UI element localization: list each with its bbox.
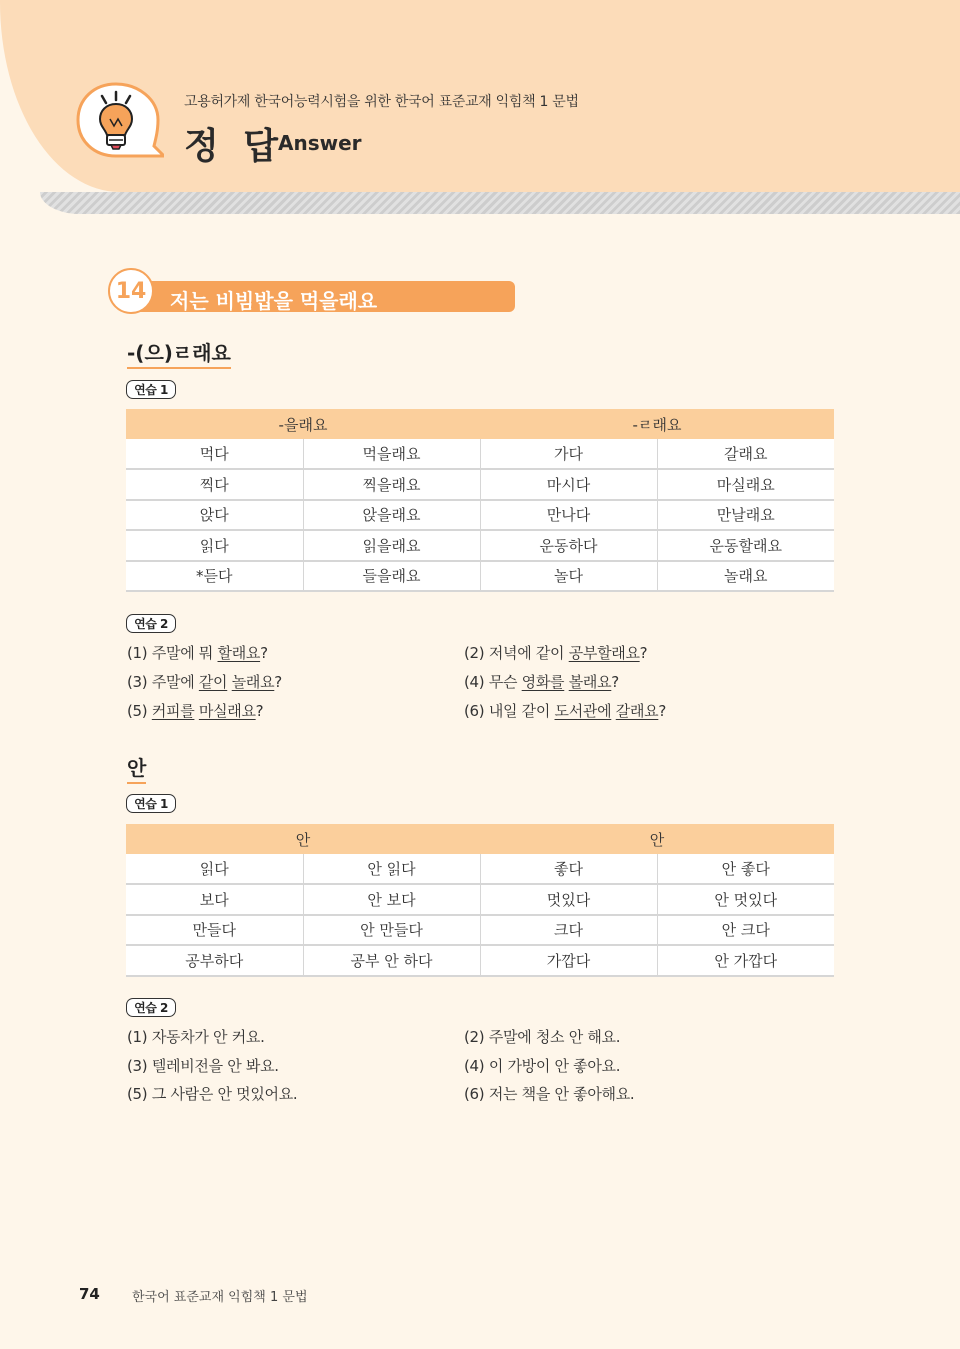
- practice-badge: 연습 1: [126, 794, 176, 813]
- answer-item: (4) 이 가방이 안 좋아요.: [464, 1057, 621, 1075]
- header-hatch-stripe: [40, 192, 960, 214]
- table-cell: 마시다: [480, 469, 657, 499]
- table-row: [126, 945, 834, 975]
- answer-item: (2) 주말에 청소 안 해요.: [464, 1028, 621, 1046]
- table-cell: 마실래요: [657, 469, 834, 499]
- table-cell: 멋있다: [480, 884, 657, 914]
- practice-badge: 연습 1: [126, 380, 176, 399]
- table-cell: 좋다: [480, 854, 657, 884]
- page-title: 정 답: [184, 126, 285, 167]
- table-cell: 만나다: [480, 500, 657, 530]
- table-cell: 만들다: [126, 915, 303, 945]
- answer-item: (3) 텔레비전을 안 봐요.: [127, 1057, 279, 1075]
- section-title-grammar-1: -(으)ㄹ래요: [127, 337, 231, 369]
- table-row: [126, 500, 834, 530]
- table-cell: 만날래요: [657, 500, 834, 530]
- table-row: [126, 530, 834, 560]
- table-cell: 안 멋있다: [657, 884, 834, 914]
- practice-badge: 연습 2: [126, 998, 176, 1017]
- answer-item: (1) 자동차가 안 커요.: [127, 1028, 265, 1046]
- table-cell: 공부하다: [126, 945, 303, 975]
- table-cell: 앉을래요: [303, 500, 480, 530]
- table-cell: 안 가깝다: [657, 945, 834, 975]
- answer-item: (2) 저녁에 같이 공부할래요?: [464, 644, 648, 662]
- answer-item: (5) 커피를 마실래요?: [127, 702, 264, 720]
- footer-book-title: 한국어 표준교재 익힘책 1 문법: [132, 1290, 308, 1305]
- table-cell: 운동하다: [480, 530, 657, 560]
- table-row: [126, 884, 834, 914]
- table-cell: 보다: [126, 884, 303, 914]
- answer-item: (6) 내일 같이 도서관에 갈래요?: [464, 702, 666, 720]
- table-header: -을래요: [126, 409, 480, 439]
- book-subtitle: 고용허가제 한국어능력시험을 위한 한국어 표준교재 익힘책 1 문법: [184, 94, 579, 110]
- page-title-english: Answer: [278, 131, 362, 155]
- table-cell: 안 만들다: [303, 915, 480, 945]
- table-cell: 운동할래요: [657, 530, 834, 560]
- page-header: [0, 0, 960, 215]
- lesson-title: 저는 비빔밥을 먹을래요: [170, 289, 378, 313]
- table-cell: *듣다: [126, 561, 303, 591]
- table-cell: 찍을래요: [303, 469, 480, 499]
- conjugation-table-1: [126, 409, 834, 592]
- table-header: 안: [126, 824, 480, 854]
- negation-table: [126, 824, 834, 977]
- table-row: [126, 915, 834, 945]
- table-cell: 갈래요: [657, 439, 834, 469]
- table-cell: 읽을래요: [303, 530, 480, 560]
- table-header: -ㄹ래요: [480, 409, 834, 439]
- table-cell: 공부 안 하다: [303, 945, 480, 975]
- table-row: [126, 854, 834, 884]
- table-cell: 들을래요: [303, 561, 480, 591]
- answer-item: (5) 그 사람은 안 멋있어요.: [127, 1085, 298, 1103]
- answer-item: (6) 저는 책을 안 좋아해요.: [464, 1085, 635, 1103]
- table-cell: 찍다: [126, 469, 303, 499]
- table-cell: 안 읽다: [303, 854, 480, 884]
- table-cell: 놀래요: [657, 561, 834, 591]
- table-row: [126, 469, 834, 499]
- table-cell: 읽다: [126, 530, 303, 560]
- answer-item: (4) 무슨 영화를 볼래요?: [464, 673, 619, 691]
- answer-item: (3) 주말에 같이 놀래요?: [127, 673, 282, 691]
- table-cell: 안 크다: [657, 915, 834, 945]
- table-row: [126, 439, 834, 469]
- table-cell: 가다: [480, 439, 657, 469]
- table-cell: 가깝다: [480, 945, 657, 975]
- table-cell: 먹을래요: [303, 439, 480, 469]
- table-cell: 크다: [480, 915, 657, 945]
- table-header: 안: [480, 824, 834, 854]
- section-title-grammar-2: 안: [127, 752, 146, 784]
- table-row: [126, 561, 834, 591]
- table-cell: 읽다: [126, 854, 303, 884]
- table-cell: 놀다: [480, 561, 657, 591]
- answer-item: (1) 주말에 뭐 할래요?: [127, 644, 268, 662]
- table-cell: 안 보다: [303, 884, 480, 914]
- lightbulb-icon: [76, 82, 164, 160]
- lesson-number: 14: [108, 268, 154, 314]
- table-cell: 안 좋다: [657, 854, 834, 884]
- page-number: 74: [79, 1285, 100, 1303]
- table-cell: 먹다: [126, 439, 303, 469]
- practice-badge: 연습 2: [126, 614, 176, 633]
- table-cell: 앉다: [126, 500, 303, 530]
